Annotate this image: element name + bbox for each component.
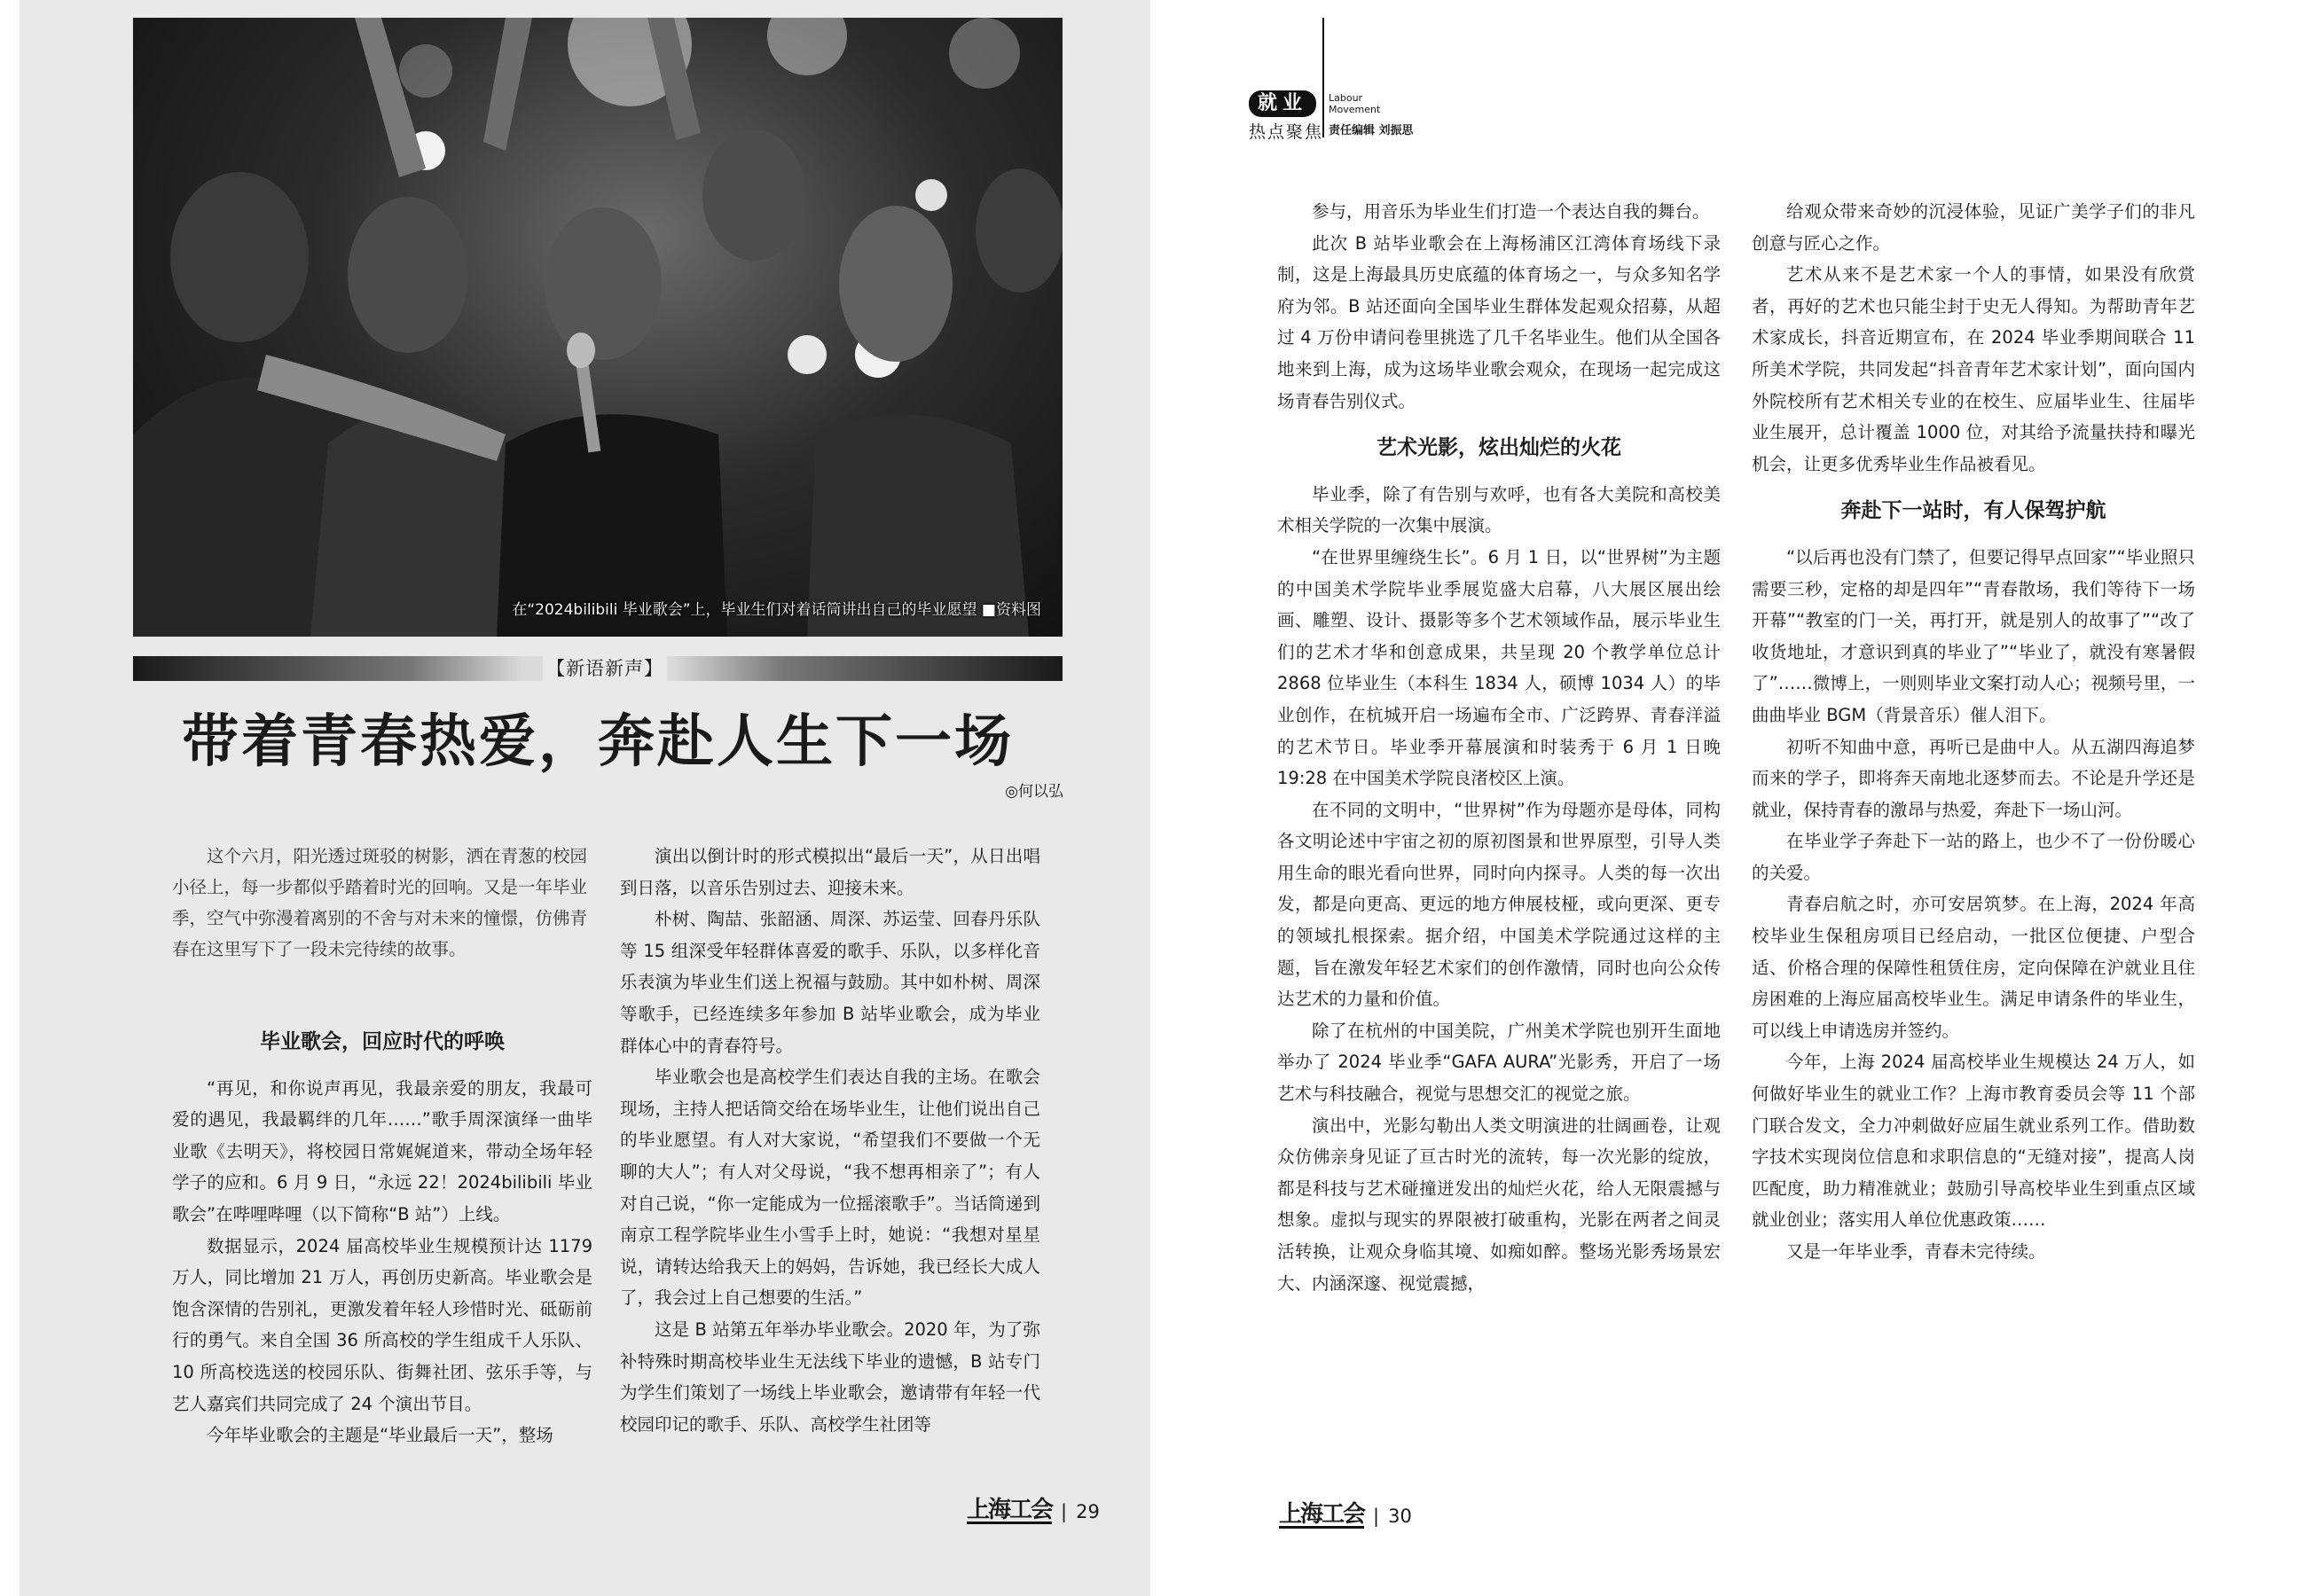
paragraph: 给观众带来奇妙的沉浸体验，见证广美学子们的非凡创意与匠心之作。 [1752,201,2195,254]
paragraph: 这是 B 站第五年举办毕业歌会。2020 年，为了弥补特殊时期高校毕业生无法线下毕业的遗憾，B 站专门为学生们策划了一场线上毕业歌会，邀请带有年轻一代校园印记的歌手、乐队、高校学生社团等 [620,1318,1040,1435]
photo-caption: 在“2024bilibili 毕业歌会”上，毕业生们对着话筒讲出自己的毕业愿望 ■资料图 [512,601,1041,619]
page-number: 30 [1388,1505,1412,1527]
paragraph: 在不同的文明中，“世界树”作为母题亦是母体，同构各文明论述中宇宙之初的原初图景和世界原型，引导人类用生命的眼光看向世界，同时向内探寻。人类的每一次出发，都是向更高、更远的地方伸展枝桠，或向更深、更专的领域扎根探索。据介绍，中国美术学院通过这样的主题，旨在激发年轻艺术家们的创作激情，同时也向公众传达艺术的力量和价值。 [1277,799,1721,1010]
paragraph: “在世界里缠绕生长”。6 月 1 日，以“世界树”为主题的中国美术学院毕业季展览盛大启幕，八大展区展出绘画、雕塑、设计、摄影等多个艺术领域作品，展示毕业生们的艺术才华和创意成果，共呈现 20 个教学单位总计 2868 位毕业生（本科生 1834 人，硕博 1034 人）的毕业创作，在杭城开启一场遍布全市、广泛跨界、青春洋溢的艺术节日。毕业季开幕展演和时装秀于 6 月 1 日晚 19:28 在中国美术学院良渚校区上演。 [1277,546,1721,789]
paragraph: 今年毕业歌会的主题是“毕业最后一天”，整场 [207,1425,553,1446]
paragraph: 又是一年毕业季，青春未完待续。 [1786,1241,2046,1262]
folio-separator: | [1373,1505,1380,1527]
paragraph: 参与，用音乐为毕业生们打造一个表达自我的舞台。 [1312,201,1710,222]
paragraph: 在毕业学子奔赴下一站的路上，也少不了一份份暖心的关爱。 [1752,831,2195,883]
paragraph: “以后再也没有门禁了，但要记得早点回家”“毕业照只需要三秒，定格的却是四年”“青春散场，我们等待下一场开幕”“教室的门一关，再打开，就是别人的故事了”“改了收货地址，才意识到真的毕业了”“毕业了，就没有寒暑假了”……微博上，一则则毕业文案打动人心；视频号里，一曲曲毕业 BGM（背景音乐）催人泪下。 [1752,546,2195,725]
author-byline: ◎何以弘 [1005,783,1063,801]
article-intro: 这个六月，阳光透过斑驳的树影，洒在青葱的校园小径上，每一步都似乎踏着时光的回响。又是一年毕业季，空气中弥漫着离别的不舍与对未来的憧憬，仿佛青春在这里写下了一段未完待续的故事。 [172,846,588,959]
paragraph: 演出以倒计时的形式模拟出“最后一天”，从日出唱到日落，以音乐告别过去、迎接未来。 [620,846,1040,898]
paragraph: 朴树、陶喆、张韶涵、周深、苏运莹、回春丹乐队等 15 组深受年轻群体喜爱的歌手、乐队，以多样化音乐表演为毕业生们送上祝福与鼓励。其中如朴树、周深等歌手，已经连续多年参加 B 站毕业歌会，成为毕业群体心中的青春符号。 [620,909,1040,1056]
right-page [1171,0,2306,1596]
section-english-line2: Movement [1329,104,1381,115]
magazine-logo: 上海工会 [1279,1501,1365,1528]
paragraph: 毕业季，除了有告别与欢呼，也有各大美院和高校美术相关学院的一次集中展演。 [1277,483,1721,536]
paragraph: 艺术从来不是艺术家一个人的事情，如果没有欣赏者，再好的艺术也只能尘封于史无人得知。为帮助青年艺术家成长，抖音近期宣布，在 2024 毕业季期间联合 11 所美术学院，共同发起“抖音青年艺术家计划”，面向国内外院校所有艺术相关专业的在校生、应届毕业生、往届毕业生展开，总计覆盖 1000 位，对其给予流量扶持和曝光机会，让更多优秀毕业生作品被看见。 [1752,264,2195,474]
paragraph: 初听不知曲中意，再听已是曲中人。从五湖四海追梦而来的学子，即将奔天南地北逐梦而去。不论是升学还是就业，保持青春的激昂与热爱，奔赴下一场山河。 [1752,736,2195,820]
paragraph: “再见，和你说声再见，我最亲爱的朋友，我最可爱的遇见，我最羁绊的几年……”歌手周深演绎一曲毕业歌《去明天》，将校园日常娓娓道来，带动全场年轻学子的应和。6 月 9 日，“永远 22！2024bilibili 毕业歌会”在哔哩哔哩（以下简称“B 站”）上线。 [172,1077,592,1224]
section-heading: 毕业歌会，回应时代的呼唤 [260,1030,505,1053]
left-page [20,0,1150,1596]
paragraph: 演出中，光影勾勒出人类文明演进的壮阔画卷，让观众仿佛亲身见证了亘古时光的流转，每一次光影的绽放，都是科技与艺术碰撞迸发出的灿烂火花，给人无限震撼与想象。虚拟与现实的界限被打破重构，光影在两者之间灵活转换，让观众身临其境、如痴如醉。整场光影秀场景宏大、内涵深邃、视觉震撼， [1277,1115,1721,1294]
page-folio-right [1279,1503,1412,1529]
paragraph: 今年，上海 2024 届高校毕业生规模达 24 万人，如何做好毕业生的就业工作？上海市教育委员会等 11 个部门联合发文，全力冲刺做好应届生就业系列工作。借助数字技术实现岗位信息和求职信息的“无缝对接”，提高人岗匹配度，助力精准就业；鼓励引导高校毕业生到重点区域就业创业；落实用人单位优惠政策…… [1752,1052,2195,1231]
paragraph: 毕业歌会也是高校学生们表达自我的主场。在歌会现场，主持人把话筒交给在场毕业生，让他们说出自己的毕业愿望。有人对大家说，“希望我们不要做一个无聊的大人”；有人对父母说，“我不想再相亲了”；有人对自己说，“你一定能成为一位摇滚歌手”。当话筒递到南京工程学院毕业生小雪手上时，她说：“我想对星星说，请转达给我天上的妈妈，告诉她，我已经长大成人了，我会过上自己想要的生活。” [620,1067,1040,1309]
right-column-2 [1752,196,2195,1268]
page-folio-left [967,1498,1100,1524]
paragraph: 青春启航之时，亦可安居筑梦。在上海，2024 年高校毕业生保租房项目已经启动，一批区位便捷、户型合适、价格合理的保障性租赁住房，定向保障在沪就业且住房困难的上海应届高校毕业生。满足申请条件的毕业生，可以线上申请选房并签约。 [1752,894,2195,1041]
article-headline: 带着青春热爱，奔赴人生下一场 [182,709,1014,775]
responsible-editor: 责任编辑 刘振思 [1329,124,1414,137]
folio-separator: | [1061,1500,1068,1522]
section-subtitle: 热点聚焦 [1249,122,1324,142]
paragraph: 除了在杭州的中国美院，广州美术学院也别开生面地举办了 2024 毕业季“GAFA AURA”光影秀，开启了一场艺术与科技融合，视觉与思想交汇的视觉之旅。 [1277,1020,1721,1105]
paragraph: 数据显示，2024 届高校毕业生规模预计达 1179 万人，同比增加 21 万人，再创历史新高。毕业歌会是饱含深情的告别礼，更激发着年轻人珍惜时光、砥砺前行的勇气。来自全国 36 所高校的学生组成千人乐队、10 所高校选送的校园乐队、街舞社团、弦乐手等，与艺人嘉宾们共同完成了 24 个演出节目。 [172,1235,592,1414]
section-english-line1: Labour [1329,92,1363,104]
section-heading: 奔赴下一站时，有人保驾护航 [1840,499,2106,523]
page-number: 29 [1076,1500,1100,1522]
left-column-1 [172,1011,592,1451]
left-column-2 [620,841,1040,1440]
section-badge: 就业 [1249,90,1316,117]
crowd-illustration [133,18,1063,637]
section-heading: 艺术光影，炫出灿烂的火花 [1377,436,1621,460]
column-tag: 【新语新声】 [543,656,667,681]
paragraph: 此次 B 站毕业歌会在上海杨浦区江湾体育场线下录制，这是上海最具历史底蕴的体育场之一，与众多知名学府为邻。B 站还面向全国毕业生群体发起观众招募，从超过 4 万份申请问卷里挑选了几千名毕业生。他们从全国各地来到上海，成为这场毕业歌会观众，在现场一起完成这场青春告别仪式。 [1277,232,1721,411]
right-column-1 [1277,196,1721,1299]
magazine-logo: 上海工会 [967,1497,1053,1523]
concert-photo [133,18,1063,637]
